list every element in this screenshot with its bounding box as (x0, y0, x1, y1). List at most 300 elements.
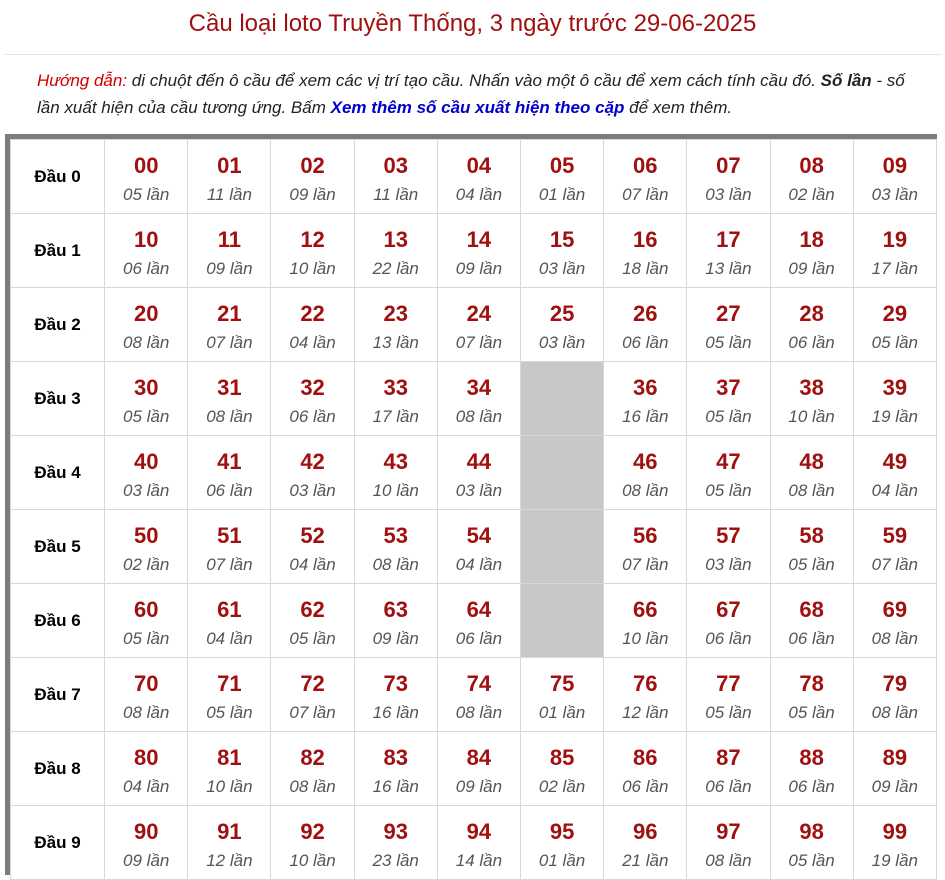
cau-number: 30 (133, 375, 159, 400)
cau-count: 09 lần (372, 629, 419, 648)
cau-cell[interactable] (604, 214, 687, 288)
empty-cell (520, 584, 603, 658)
cau-count: 03 lần (123, 481, 170, 500)
cau-count: 04 lần (871, 481, 918, 500)
cau-count: 03 lần (538, 333, 586, 352)
cau-count: 02 lần (788, 185, 835, 204)
cau-cell[interactable] (687, 436, 770, 510)
cau-cell[interactable] (437, 214, 520, 288)
cau-count: 01 lần (538, 185, 586, 204)
cau-count: 06 lần (788, 629, 835, 648)
guide-text-1: di chuột đến ô cầu để xem các vị trí tạo cầu. Nhấn vào một ô cầu để xem cách tính cầu đó. (127, 71, 821, 90)
cau-count: 05 lần (705, 333, 752, 352)
cau-cell[interactable] (604, 806, 687, 880)
cau-count: 16 lần (372, 777, 419, 796)
cau-number: 70 (133, 671, 159, 696)
cau-cell[interactable] (437, 584, 520, 658)
cau-count: 04 lần (206, 629, 253, 648)
cau-number: 59 (882, 523, 908, 548)
cau-cell[interactable] (520, 806, 603, 880)
cau-cell[interactable] (853, 584, 936, 658)
cau-number: 93 (383, 819, 408, 844)
cau-number: 29 (882, 301, 908, 326)
grid-row (11, 362, 937, 436)
cau-count: 07 lần (455, 333, 503, 352)
cau-number: 61 (217, 597, 242, 622)
cau-number: 39 (882, 375, 908, 400)
cau-number: 24 (466, 301, 492, 326)
cau-count: 08 lần (622, 481, 669, 500)
cau-cell[interactable] (188, 510, 271, 584)
cau-number: 13 (383, 227, 408, 252)
cau-cell[interactable] (604, 584, 687, 658)
cau-count: 23 lần (372, 851, 419, 870)
cau-cell[interactable] (687, 362, 770, 436)
cau-cell[interactable] (437, 732, 520, 806)
cau-number: 34 (466, 375, 492, 400)
cau-count: 14 lần (455, 851, 503, 870)
cau-cell[interactable] (520, 732, 603, 806)
cau-number: 54 (466, 523, 492, 548)
cau-count: 08 lần (705, 851, 752, 870)
grid-row (11, 288, 937, 362)
cau-cell[interactable] (687, 140, 770, 214)
cau-count: 03 lần (871, 185, 918, 204)
cau-number: 95 (549, 819, 575, 844)
cau-cell[interactable] (770, 806, 853, 880)
cau-count: 07 lần (206, 555, 253, 574)
cau-count: 05 lần (289, 629, 336, 648)
guide-label: Hướng dẫn: (37, 71, 128, 90)
cau-number: 67 (716, 597, 741, 622)
cau-cell[interactable] (271, 214, 354, 288)
cau-count: 05 lần (871, 333, 918, 352)
cau-count: 22 lần (372, 259, 419, 278)
cau-number: 17 (716, 227, 741, 252)
cau-count: 10 lần (206, 777, 253, 796)
cau-cell[interactable] (437, 288, 520, 362)
cau-number: 15 (549, 227, 575, 252)
cau-cell[interactable] (520, 658, 603, 732)
cau-cell[interactable] (105, 732, 188, 806)
row-head-label: Đầu 5 (11, 510, 105, 584)
cau-number: 97 (716, 819, 741, 844)
cau-cell[interactable] (770, 288, 853, 362)
cau-number: 46 (633, 449, 658, 474)
cau-count: 07 lần (871, 555, 918, 574)
cau-cell[interactable] (770, 436, 853, 510)
cau-number: 07 (716, 153, 741, 178)
cau-count: 03 lần (538, 259, 586, 278)
cau-count: 03 lần (455, 481, 503, 500)
cau-number: 79 (882, 671, 908, 696)
cau-number: 06 (633, 153, 658, 178)
cau-cell[interactable] (687, 732, 770, 806)
cau-number: 81 (217, 745, 242, 770)
cau-number: 18 (799, 227, 824, 252)
cau-cell[interactable] (354, 584, 437, 658)
cau-number: 00 (133, 153, 159, 178)
cau-count: 03 lần (289, 481, 336, 500)
cau-number: 44 (466, 449, 492, 474)
cau-number: 51 (217, 523, 242, 548)
cau-count: 04 lần (455, 185, 503, 204)
cau-number: 21 (217, 301, 242, 326)
cau-cell[interactable] (604, 362, 687, 436)
cau-count: 03 lần (705, 185, 752, 204)
guide-text-2: - số lần xuất hiện của cầu tương ứng. Bấm (37, 71, 905, 117)
cau-number: 33 (383, 375, 408, 400)
cau-number: 02 (300, 153, 325, 178)
cau-cell[interactable] (188, 658, 271, 732)
cau-cell[interactable] (354, 436, 437, 510)
cau-count: 05 lần (788, 703, 835, 722)
grid-row (11, 658, 937, 732)
cau-number: 85 (549, 745, 575, 770)
cau-count: 06 lần (123, 259, 170, 278)
cau-number: 42 (300, 449, 325, 474)
cau-count: 05 lần (206, 703, 253, 722)
cau-number: 43 (383, 449, 408, 474)
cau-count: 06 lần (622, 777, 669, 796)
cau-cell[interactable] (604, 732, 687, 806)
cau-cell[interactable] (770, 658, 853, 732)
cau-count: 08 lần (123, 703, 170, 722)
cau-count: 05 lần (788, 555, 835, 574)
cau-cell[interactable] (520, 288, 603, 362)
cau-cell[interactable] (354, 658, 437, 732)
cau-count: 07 lần (622, 555, 669, 574)
cau-cell[interactable] (520, 140, 603, 214)
cau-cell[interactable] (188, 362, 271, 436)
cau-count: 13 lần (372, 333, 419, 352)
row-head-label: Đầu 0 (11, 140, 105, 214)
cau-cell[interactable] (271, 436, 354, 510)
cau-cell[interactable] (437, 806, 520, 880)
cau-number: 78 (799, 671, 824, 696)
cau-number: 96 (633, 819, 658, 844)
cau-cell[interactable] (271, 584, 354, 658)
cau-count: 05 lần (123, 407, 170, 426)
cau-count: 09 lần (455, 777, 503, 796)
cau-cell[interactable] (188, 436, 271, 510)
cau-cell[interactable] (271, 140, 354, 214)
cau-cell[interactable] (687, 806, 770, 880)
cau-count: 06 lần (289, 407, 336, 426)
see-more-link[interactable]: Xem thêm số cầu xuất hiện theo cặp (330, 98, 625, 117)
cau-count: 09 lần (206, 259, 253, 278)
cau-number: 87 (716, 745, 741, 770)
row-head-label: Đầu 6 (11, 584, 105, 658)
cau-count: 08 lần (123, 333, 170, 352)
cau-count: 10 lần (622, 629, 669, 648)
cau-cell[interactable] (188, 584, 271, 658)
cau-count: 08 lần (289, 777, 336, 796)
cau-count: 12 lần (206, 851, 253, 870)
cau-number: 03 (383, 153, 408, 178)
cau-count: 06 lần (788, 333, 835, 352)
cau-number: 62 (300, 597, 325, 622)
cau-number: 68 (799, 597, 824, 622)
cau-number: 92 (300, 819, 325, 844)
row-head-label: Đầu 4 (11, 436, 105, 510)
cau-number: 05 (549, 153, 575, 178)
cau-count: 05 lần (123, 185, 170, 204)
cau-number: 90 (133, 819, 159, 844)
cau-number: 64 (466, 597, 492, 622)
cau-cell[interactable] (188, 140, 271, 214)
cau-cell[interactable] (354, 510, 437, 584)
cau-count: 08 lần (788, 481, 835, 500)
cau-count: 10 lần (372, 481, 419, 500)
grid-row (11, 732, 937, 806)
cau-count: 04 lần (123, 777, 170, 796)
cau-count: 06 lần (622, 333, 669, 352)
cau-cell[interactable] (105, 362, 188, 436)
cau-count: 02 lần (123, 555, 170, 574)
cau-count: 05 lần (705, 481, 752, 500)
cau-cell[interactable] (687, 214, 770, 288)
cau-cell[interactable] (271, 510, 354, 584)
cau-number: 84 (466, 745, 492, 770)
cau-count: 17 lần (372, 407, 419, 426)
cau-cell[interactable] (853, 214, 936, 288)
cau-cell[interactable] (188, 214, 271, 288)
cau-number: 41 (217, 449, 242, 474)
cau-count: 21 lần (622, 851, 669, 870)
cau-number: 76 (633, 671, 658, 696)
cau-number: 91 (217, 819, 242, 844)
cau-number: 74 (466, 671, 492, 696)
empty-cell (520, 510, 603, 584)
cau-number: 11 (217, 227, 242, 252)
cau-number: 23 (383, 301, 408, 326)
cau-number: 57 (716, 523, 741, 548)
cau-count: 08 lần (455, 703, 503, 722)
cau-number: 77 (716, 671, 741, 696)
cau-count: 09 lần (871, 777, 918, 796)
cau-count: 08 lần (455, 407, 503, 426)
cau-cell[interactable] (687, 658, 770, 732)
cau-count: 12 lần (622, 703, 669, 722)
row-head-label: Đầu 1 (11, 214, 105, 288)
cau-cell[interactable] (354, 214, 437, 288)
cau-count: 05 lần (705, 407, 752, 426)
cau-number: 04 (466, 153, 492, 178)
page-title: Cầu loại loto Truyền Thống, 3 ngày trước 29-06-2025 (188, 10, 757, 37)
cau-cell[interactable] (105, 658, 188, 732)
cau-count: 11 lần (206, 185, 252, 204)
cau-count: 05 lần (788, 851, 835, 870)
cau-count: 16 lần (622, 407, 669, 426)
cau-count: 13 lần (705, 259, 752, 278)
cau-number: 94 (466, 819, 492, 844)
cau-cell[interactable] (271, 362, 354, 436)
cau-cell[interactable] (105, 436, 188, 510)
cau-cell[interactable] (770, 362, 853, 436)
cau-cell[interactable] (354, 362, 437, 436)
cau-cell[interactable] (105, 584, 188, 658)
grid-row (11, 140, 937, 214)
cau-cell[interactable] (271, 658, 354, 732)
loto-grid (10, 139, 937, 880)
cau-number: 49 (882, 449, 908, 474)
cau-cell[interactable] (604, 436, 687, 510)
cau-count: 08 lần (372, 555, 419, 574)
cau-count: 09 lần (788, 259, 835, 278)
guide-text (0, 55, 945, 135)
cau-cell[interactable] (437, 140, 520, 214)
cau-count: 06 lần (705, 629, 752, 648)
cau-number: 88 (799, 745, 824, 770)
cau-count: 07 lần (622, 185, 669, 204)
cau-cell[interactable] (604, 658, 687, 732)
cau-count: 16 lần (372, 703, 419, 722)
cau-number: 73 (383, 671, 408, 696)
cau-cell[interactable] (853, 436, 936, 510)
cau-cell[interactable] (770, 214, 853, 288)
cau-number: 19 (882, 227, 908, 252)
cau-number: 63 (383, 597, 408, 622)
cau-cell[interactable] (853, 288, 936, 362)
cau-count: 01 lần (538, 851, 586, 870)
cau-cell[interactable] (853, 362, 936, 436)
cau-count: 05 lần (123, 629, 170, 648)
cau-number: 10 (133, 227, 159, 252)
cau-number: 48 (799, 449, 824, 474)
cau-number: 50 (133, 523, 159, 548)
cau-cell[interactable] (853, 806, 936, 880)
cau-cell[interactable] (188, 732, 271, 806)
guide-bold: Số lần (820, 71, 872, 90)
cau-cell[interactable] (604, 288, 687, 362)
cau-number: 86 (633, 745, 658, 770)
cau-number: 27 (716, 301, 741, 326)
cau-number: 12 (300, 227, 325, 252)
cau-number: 71 (217, 671, 242, 696)
cau-number: 09 (882, 153, 908, 178)
cau-count: 04 lần (455, 555, 503, 574)
cau-cell[interactable] (687, 584, 770, 658)
cau-cell[interactable] (770, 510, 853, 584)
grid-row (11, 584, 937, 658)
cau-number: 89 (882, 745, 908, 770)
cau-number: 98 (799, 819, 824, 844)
cau-cell[interactable] (437, 658, 520, 732)
cau-cell[interactable] (437, 436, 520, 510)
cau-cell[interactable] (271, 288, 354, 362)
cau-cell[interactable] (604, 140, 687, 214)
cau-cell[interactable] (770, 732, 853, 806)
cau-number: 69 (882, 597, 908, 622)
cau-number: 40 (133, 449, 159, 474)
cau-number: 14 (466, 227, 492, 252)
cau-number: 47 (716, 449, 741, 474)
cau-count: 04 lần (289, 333, 336, 352)
cau-cell[interactable] (687, 288, 770, 362)
cau-cell[interactable] (853, 732, 936, 806)
cau-number: 52 (300, 523, 325, 548)
cau-cell[interactable] (105, 288, 188, 362)
cau-cell[interactable] (604, 510, 687, 584)
cau-count: 04 lần (289, 555, 336, 574)
cau-count: 06 lần (705, 777, 752, 796)
cau-number: 56 (633, 523, 658, 548)
empty-cell (520, 436, 603, 510)
grid-row (11, 436, 937, 510)
cau-cell[interactable] (188, 288, 271, 362)
cau-number: 80 (133, 745, 159, 770)
cau-count: 07 lần (289, 703, 336, 722)
cau-cell[interactable] (354, 140, 437, 214)
cau-count: 09 lần (455, 259, 503, 278)
cau-count: 11 lần (373, 185, 419, 204)
cau-cell[interactable] (105, 510, 188, 584)
cau-cell[interactable] (853, 510, 936, 584)
cau-cell[interactable] (687, 510, 770, 584)
cau-count: 10 lần (289, 259, 336, 278)
cau-number: 26 (633, 301, 658, 326)
cau-count: 10 lần (289, 851, 336, 870)
cau-cell[interactable] (437, 362, 520, 436)
cau-number: 60 (133, 597, 159, 622)
cau-cell[interactable] (853, 658, 936, 732)
cau-count: 08 lần (206, 407, 253, 426)
grid-row (11, 806, 937, 880)
guide-text-3: để xem thêm. (624, 98, 733, 117)
cau-cell[interactable] (188, 806, 271, 880)
cau-number: 75 (549, 671, 575, 696)
cau-number: 25 (549, 301, 575, 326)
row-head-label: Đầu 9 (11, 806, 105, 880)
cau-cell[interactable] (354, 806, 437, 880)
cau-cell[interactable] (770, 584, 853, 658)
cau-number: 16 (633, 227, 658, 252)
cau-cell[interactable] (770, 140, 853, 214)
cau-count: 02 lần (538, 777, 586, 796)
cau-number: 31 (217, 375, 242, 400)
cau-cell[interactable] (105, 140, 188, 214)
cau-cell[interactable] (354, 732, 437, 806)
cau-count: 09 lần (289, 185, 336, 204)
cau-number: 58 (799, 523, 824, 548)
cau-cell[interactable] (520, 214, 603, 288)
grid-row (11, 510, 937, 584)
cau-number: 82 (300, 745, 325, 770)
cau-count: 05 lần (705, 703, 752, 722)
cau-cell[interactable] (271, 732, 354, 806)
cau-number: 20 (133, 301, 159, 326)
cau-cell[interactable] (853, 140, 936, 214)
cau-count: 03 lần (705, 555, 752, 574)
cau-cell[interactable] (271, 806, 354, 880)
cau-number: 72 (300, 671, 325, 696)
cau-number: 22 (300, 301, 325, 326)
cau-count: 10 lần (788, 407, 835, 426)
cau-number: 28 (799, 301, 824, 326)
cau-cell[interactable] (354, 288, 437, 362)
cau-count: 18 lần (622, 259, 669, 278)
cau-number: 01 (217, 153, 242, 178)
row-head-label: Đầu 3 (11, 362, 105, 436)
cau-number: 36 (633, 375, 658, 400)
cau-count: 08 lần (871, 703, 918, 722)
cau-cell[interactable] (105, 806, 188, 880)
cau-number: 66 (633, 597, 658, 622)
cau-cell[interactable] (105, 214, 188, 288)
cau-count: 01 lần (538, 703, 586, 722)
cau-cell[interactable] (437, 510, 520, 584)
